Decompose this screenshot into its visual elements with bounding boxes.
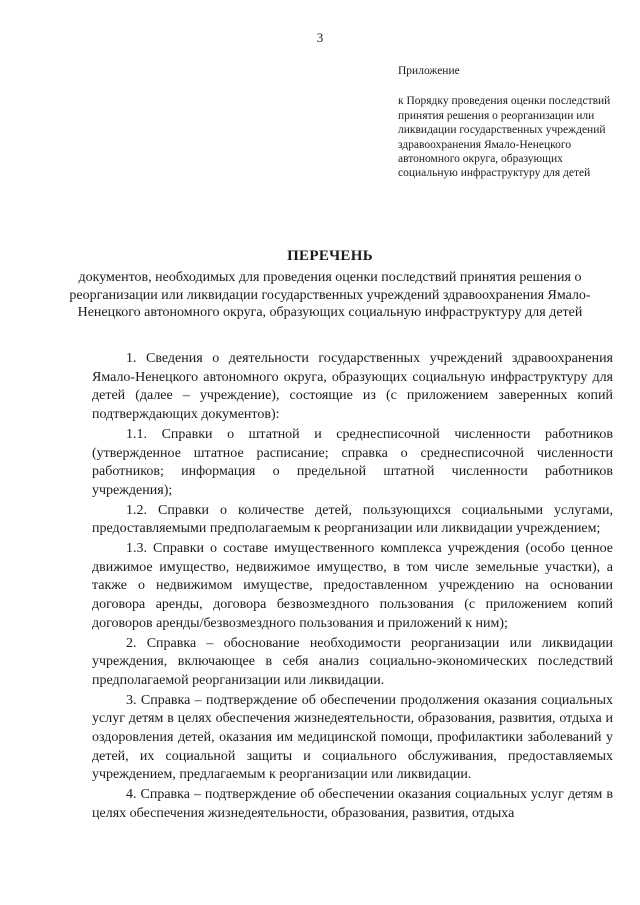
- document-body: [92, 350, 613, 825]
- paragraph-1-3: 1.3. Справки о составе имущественного комплекса учреждения (особо ценное движимое имущество, недвижимое имущество, в том числе земельные участки), а также о недвижимом имуществе, предоставленном учреждению на основании договора аренды, договора безвозмездного пользования (с приложением копий договоров аренды/безвозмездного пользования и приложений к ним);: [92, 541, 613, 631]
- paragraph-3: 3. Справка – подтверждение об обеспечении продолжения оказания социальных услуг детям в целях обеспечения жизнедеятельности, образования, развития, отдыха и оздоровления детей, оказания им медицинской помощи, профилактики заболеваний у детей, их социальной защиты и социального обслуживания, предоставляемых учреждением, предлагаемым к реорганизации или ликвидации.: [92, 692, 613, 783]
- appendix-text: к Порядку проведения оценки последствий принятия решения о реорганизации или ликвидации государственных учреждений здравоохранения Ямало-Ненецкого автономного округа, образующих социальную инфраструктуру для детей: [398, 95, 611, 180]
- paragraph-1-2: 1.2. Справки о количестве детей, пользующихся социальными услугами, предоставляемыми предполагаемым к реорганизации или ликвидации учреждением;: [92, 502, 613, 537]
- paragraph-4: 4. Справка – подтверждение об обеспечении оказания социальных услуг детям в целях обеспечения жизнедеятельности, образования, развития, отдыха: [92, 787, 613, 821]
- appendix-title: Приложение: [398, 65, 460, 77]
- page-number: 3: [316, 30, 324, 45]
- document-subtitle: документов, необходимых для проведения оценки последствий принятия решения о реорганизации или ликвидации государственных учреждений здравоохранения Ямало-Ненецкого автономного округа, образующих социальную инфраструктуру для детей: [69, 270, 591, 320]
- document-heading: [60, 248, 600, 322]
- appendix-block: [398, 64, 618, 181]
- paragraph-1: 1. Сведения о деятельности государственных учреждений здравоохранения Ямало-Ненецкого автономного округа, образующих социальную инфраструктуру для детей (далее – учреждение), состоящие из (с приложением заверенных копий подтверждающих документов):: [92, 351, 613, 423]
- document-title: ПЕРЕЧЕНЬ: [287, 248, 373, 264]
- paragraph-2: 2. Справка – обоснование необходимости реорганизации или ликвидации учреждения, включающее в себя анализ социально-экономических последствий предполагаемой реорганизации или ликвидации.: [92, 635, 613, 688]
- paragraph-1-1: 1.1. Справки о штатной и среднесписочной численности работников (утвержденное штатное расписание; справка о среднесписочной численности работников; информация о предельной штатной численности работников учреждения);: [92, 426, 613, 498]
